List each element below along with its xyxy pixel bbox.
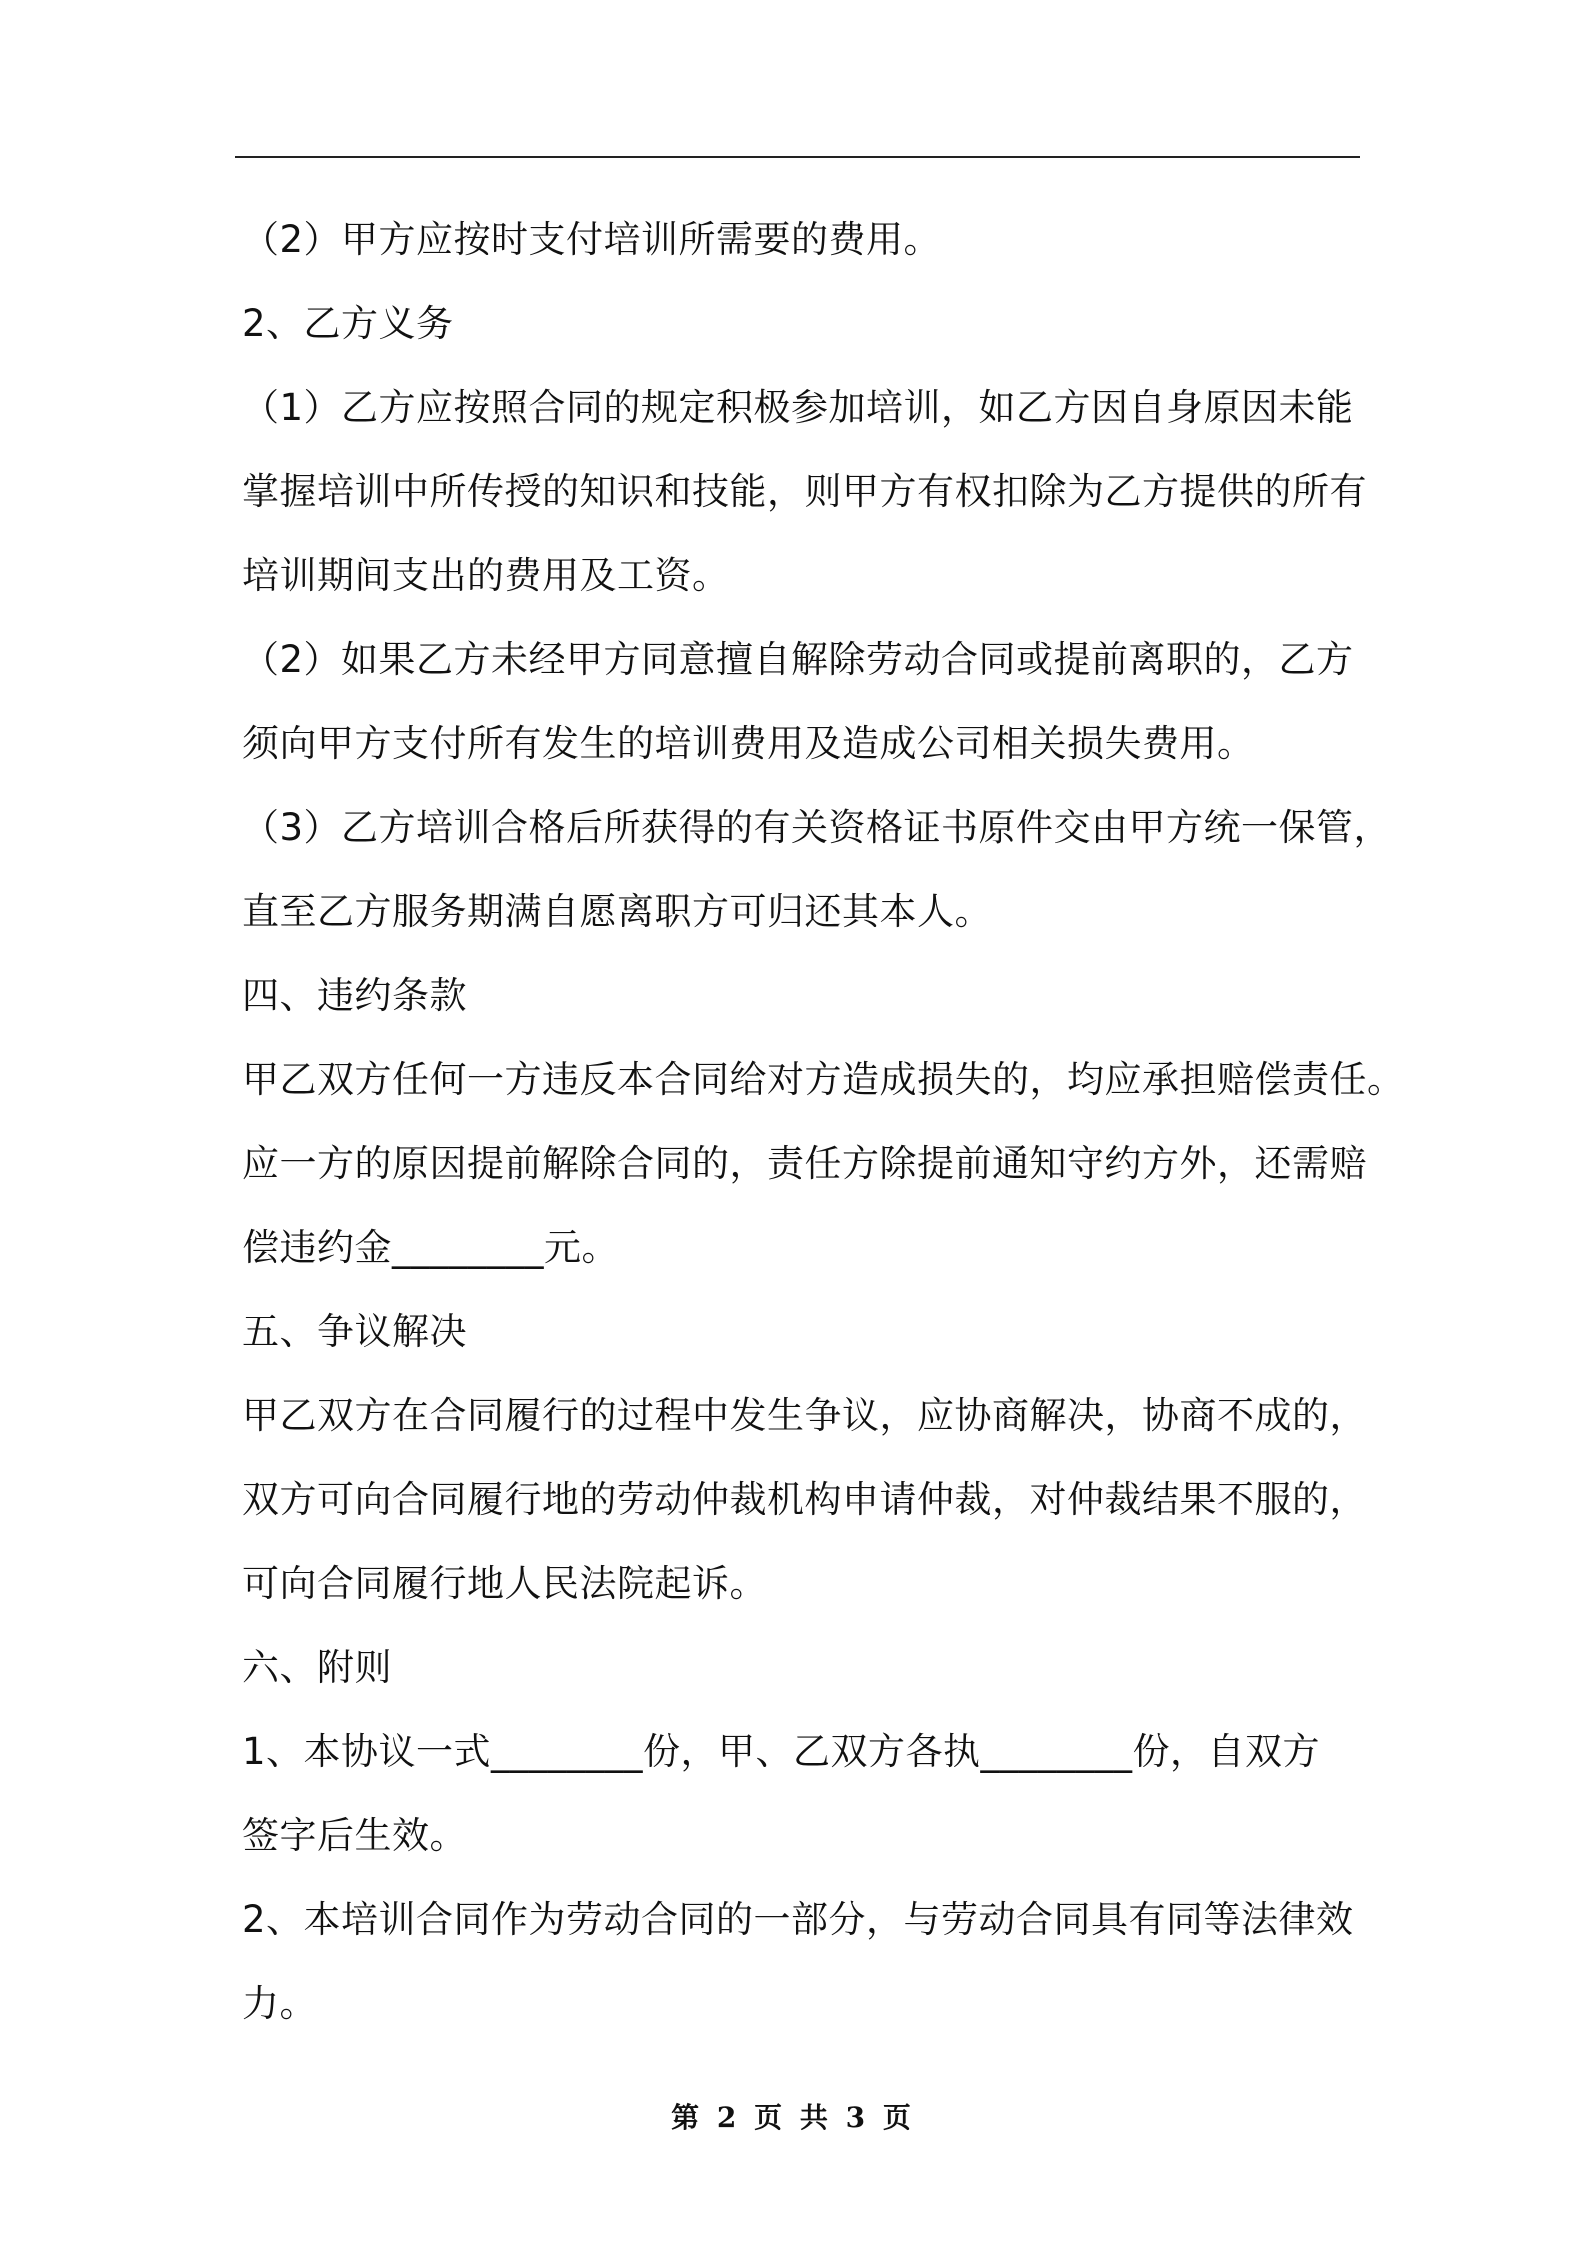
text-line: （1）乙方应按照合同的规定积极参加培训，如乙方因自身原因未能 [242, 386, 1354, 429]
text-line: 2、本培训合同作为劳动合同的一部分，与劳动合同具有同等法律效 [242, 1898, 1354, 1941]
text-line: （2）甲方应按时支付培训所需要的费用。 [242, 218, 942, 261]
section-heading: 四、违约条款 [242, 974, 467, 1017]
document-body [242, 198, 1405, 2046]
text-line: 掌握培训中所传授的知识和技能，则甲方有权扣除为乙方提供的所有 [242, 470, 1367, 513]
text-line: 可向合同履行地人民法院起诉。 [242, 1562, 767, 1605]
text-line: 应一方的原因提前解除合同的，责任方除提前通知守约方外，还需赔 [242, 1142, 1367, 1185]
text-line: 签字后生效。 [242, 1814, 467, 1857]
text-line: 1、本协议一式________份，甲、乙双方各执________份，自双方 [242, 1730, 1321, 1773]
section-heading: 五、争议解决 [242, 1310, 467, 1353]
text-line: 甲乙双方任何一方违反本合同给对方造成损失的，均应承担赔偿责任。 [242, 1058, 1405, 1101]
section-heading: 六、附则 [242, 1646, 392, 1689]
page-number: 第 2 页 共 3 页 [671, 2101, 915, 2134]
text-line: 双方可向合同履行地的劳动仲裁机构申请仲裁，对仲裁结果不服的， [242, 1478, 1367, 1521]
text-line: 直至乙方服务期满自愿离职方可归还其本人。 [242, 890, 992, 933]
text-line: 培训期间支出的费用及工资。 [242, 554, 730, 597]
section-heading: 2、乙方义务 [242, 302, 454, 345]
text-line: 甲乙双方在合同履行的过程中发生争议，应协商解决，协商不成的， [242, 1394, 1367, 1437]
text-line: 须向甲方支付所有发生的培训费用及造成公司相关损失费用。 [242, 722, 1255, 765]
text-line: （2）如果乙方未经甲方同意擅自解除劳动合同或提前离职的，乙方 [242, 638, 1354, 681]
text-line: 偿违约金________元。 [242, 1226, 619, 1269]
header-rule [235, 156, 1360, 158]
text-line: 力。 [242, 1982, 317, 2025]
text-line: （3）乙方培训合格后所获得的有关资格证书原件交由甲方统一保管， [242, 806, 1392, 849]
